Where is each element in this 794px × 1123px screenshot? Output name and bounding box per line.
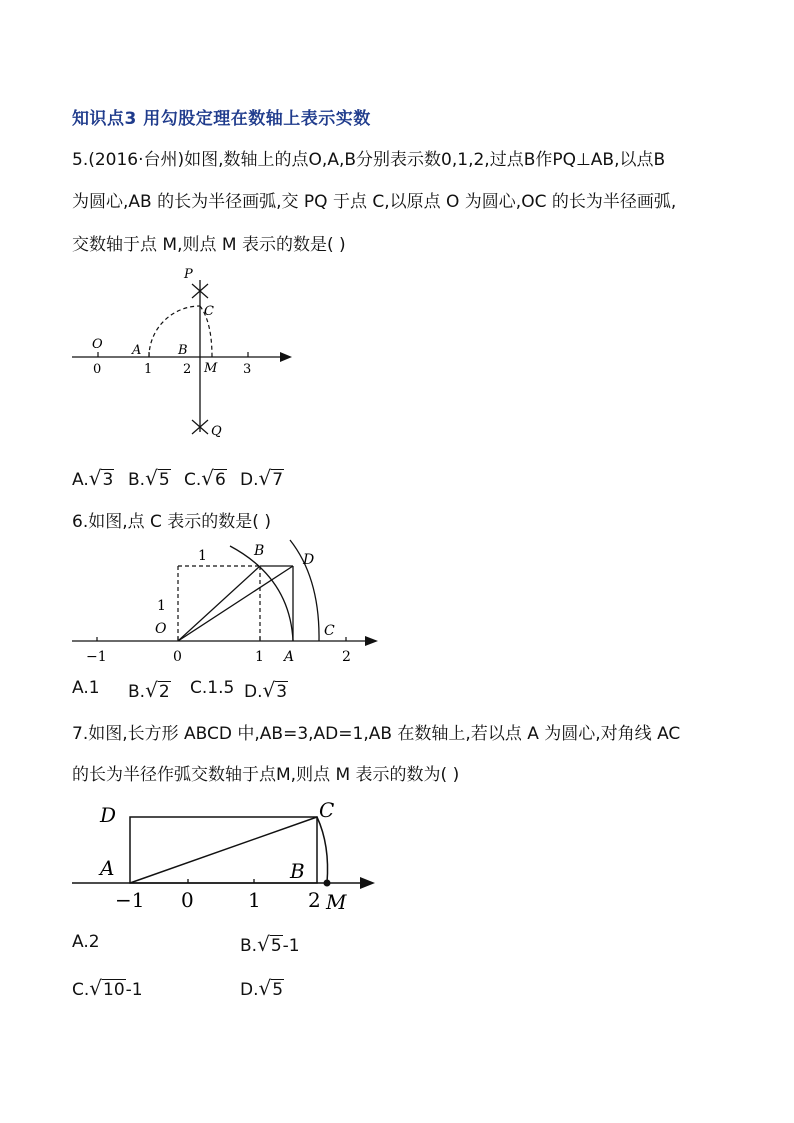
q7-option-c[interactable]: C.√10-1 <box>72 976 143 1000</box>
q5-label-m: M <box>204 361 218 376</box>
q6-label-side-top: 1 <box>198 548 207 564</box>
sqrt-symbol: √7 <box>258 466 284 490</box>
sqrt-symbol: √2 <box>145 678 170 702</box>
q7-tick-0: 0 <box>181 888 194 912</box>
q6-label-c: C <box>324 623 335 639</box>
q7-option-a[interactable]: A.2 <box>72 932 100 952</box>
q7-option-d[interactable]: D.√5 <box>240 976 284 1000</box>
q6-option-d[interactable]: D.√3 <box>244 678 288 702</box>
q7-text-line2: 的长为半径作弧交数轴于点M,则点 M 表示的数为( ) <box>72 765 460 785</box>
section-heading: 知识点3 用勾股定理在数轴上表示实数 <box>72 109 371 129</box>
q5-label-b: B <box>178 343 188 358</box>
q6-label-o: O <box>155 621 167 637</box>
q6-label-side-left: 1 <box>157 598 166 614</box>
q5-label-a: A <box>132 343 142 358</box>
q6-label-b: B <box>254 543 265 559</box>
q5-option-a[interactable]: A.√3 <box>72 466 114 490</box>
q6-arc-a <box>230 546 293 641</box>
q6-number-line-arrow <box>365 636 378 646</box>
q7-number-line-arrow <box>360 877 375 889</box>
q5-label-o: O <box>92 337 103 352</box>
q5-label-p: P <box>184 267 193 282</box>
q7-label-m: M <box>326 890 347 914</box>
sqrt-symbol: √5 <box>258 976 284 1000</box>
q5-number-line-arrow <box>280 352 292 362</box>
q6-tick-neg1: −1 <box>86 649 107 665</box>
q6-option-b[interactable]: B.√2 <box>128 678 170 702</box>
q5-figure <box>70 262 310 452</box>
q5-text-line1: 5.(2016·台州)如图,数轴上的点O,A,B分别表示数0,1,2,过点B作PQ⊥AB,以点B <box>72 150 666 170</box>
q7-text-line1: 7.如图,长方形 ABCD 中,AB=3,AD=1,AB 在数轴上,若以点 A 为圆心,对角线 AC <box>72 724 681 744</box>
q6-tick-2: 2 <box>342 649 351 665</box>
q7-option-b[interactable]: B.√5-1 <box>240 932 300 956</box>
q6-text-line1: 6.如图,点 C 表示的数是( ) <box>72 512 271 532</box>
q7-diagonal-ac <box>130 817 317 883</box>
q6-label-d: D <box>303 552 315 568</box>
sqrt-symbol: √5 <box>257 932 282 956</box>
q5-text-line2: 为圆心,AB 的长为半径画弧,交 PQ 于点 C,以原点 O 为圆心,OC 的长为半径画弧, <box>72 192 677 212</box>
q6-line-od <box>178 566 293 641</box>
q5-label-c: C <box>204 304 214 319</box>
q5-tick-3: 3 <box>243 362 252 377</box>
q7-tick-1: 1 <box>248 888 261 912</box>
q5-label-q: Q <box>211 424 222 439</box>
q6-tick-0: 0 <box>173 649 182 665</box>
q6-label-a: A <box>284 649 295 665</box>
q7-tick-neg1: −1 <box>115 888 145 912</box>
sqrt-symbol: √6 <box>201 466 226 490</box>
q6-tick-1: 1 <box>255 649 264 665</box>
q6-line-ob <box>178 566 260 641</box>
sqrt-symbol: √3 <box>262 678 288 702</box>
q5-tick-1: 1 <box>144 362 153 377</box>
q7-tick-2: 2 <box>308 888 321 912</box>
q5-tick-0: 0 <box>93 362 102 377</box>
q7-label-a: A <box>100 856 115 880</box>
sqrt-symbol: √10 <box>89 976 125 1000</box>
q6-figure <box>70 538 390 668</box>
q5-option-d[interactable]: D.√7 <box>240 466 284 490</box>
q5-text-line3: 交数轴于点 M,则点 M 表示的数是( ) <box>72 235 346 255</box>
sqrt-symbol: √3 <box>88 466 114 490</box>
q7-arc <box>317 817 328 883</box>
sqrt-symbol: √5 <box>145 466 170 490</box>
q5-option-c[interactable]: C.√6 <box>184 466 226 490</box>
q6-option-a[interactable]: A.1 <box>72 678 100 698</box>
q5-option-b[interactable]: B.√5 <box>128 466 170 490</box>
q7-figure <box>70 795 390 920</box>
q6-option-c[interactable]: C.1.5 <box>190 678 235 698</box>
q7-label-c: C <box>319 798 335 822</box>
q5-arc-c <box>149 306 200 357</box>
q7-point-m <box>324 880 331 887</box>
q7-label-b: B <box>290 859 305 883</box>
q5-tick-2: 2 <box>183 362 192 377</box>
q7-label-d: D <box>100 803 117 827</box>
